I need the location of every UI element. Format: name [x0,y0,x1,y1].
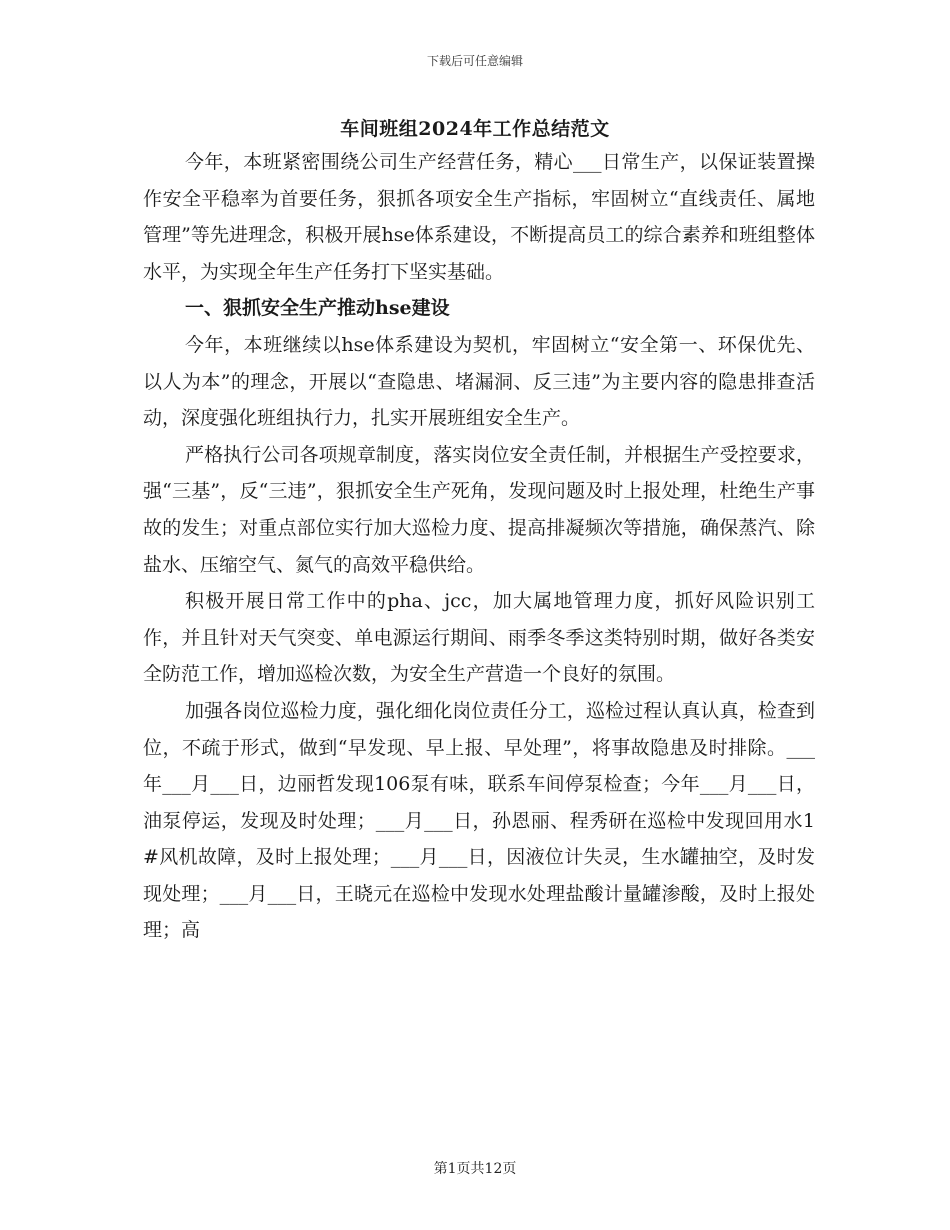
section-heading: 一、狠抓安全生产推动hse建设 [185,297,450,320]
body-paragraph: 今年，本班继续以hse体系建设为契机，牢固树立“安全第一、环保优先、以人为本”的理念，开展以“查隐患、堵漏洞、反三违”为主要内容的隐患排查活动，深度强化班组执行力，扎实开展班组安全生产。 [143,333,815,430]
body-paragraph: 严格执行公司各项规章制度，落实岗位安全责任制，并根据生产受控要求，强“三基”，反“三违”，狠抓安全生产死角，发现问题及时上报处理，杜绝生产事故的发生；对重点部位实行加大巡检力度、提高排凝频次等措施，确保蒸汽、除盐水、压缩空气、氮气的高效平稳供给。 [143,443,815,576]
document-title: 车间班组2024年工作总结范文 [340,118,610,140]
header-note: 下载后可任意编辑 [426,54,523,68]
page-footer: 第1页共12页 [433,1161,517,1177]
intro-paragraph: 今年，本班紧密围绕公司生产经营任务，精心___日常生产，以保证装置操作安全平稳率为首要任务，狠抓各项安全生产指标，牢固树立“直线责任、属地管理”等先进理念，积极开展hse体系建设，不断提高员工的综合素养和班组整体水平，为实现全年生产任务打下坚实基础。 [143,151,815,283]
body-paragraph: 加强各岗位巡检力度，强化细化岗位责任分工，巡检过程认真认真，检查到位，不疏于形式，做到“早发现、早上报、早处理”，将事故隐患及时排除。___年___月___日，边丽哲发现106泵有味，联系车间停泵检查；今年___月___日，油泵停运，发现及时处理；___月___日，孙恩丽、程秀研在巡检中发现回用水1#风机故障，及时上报处理；___月___日，因液位计失灵，生水罐抽空，及时发现处理；___月___日，王晓元在巡检中发现水处理盐酸计量罐渗酸，及时上报处理；高 [143,699,815,942]
body-paragraph: 积极开展日常工作中的pha、jcc，加大属地管理力度，抓好风险识别工作，并且针对天气突变、单电源运行期间、雨季冬季这类特别时期，做好各类安全防范工作，增加巡检次数，为安全生产营造一个良好的氛围。 [143,590,815,686]
document-body [143,144,815,949]
